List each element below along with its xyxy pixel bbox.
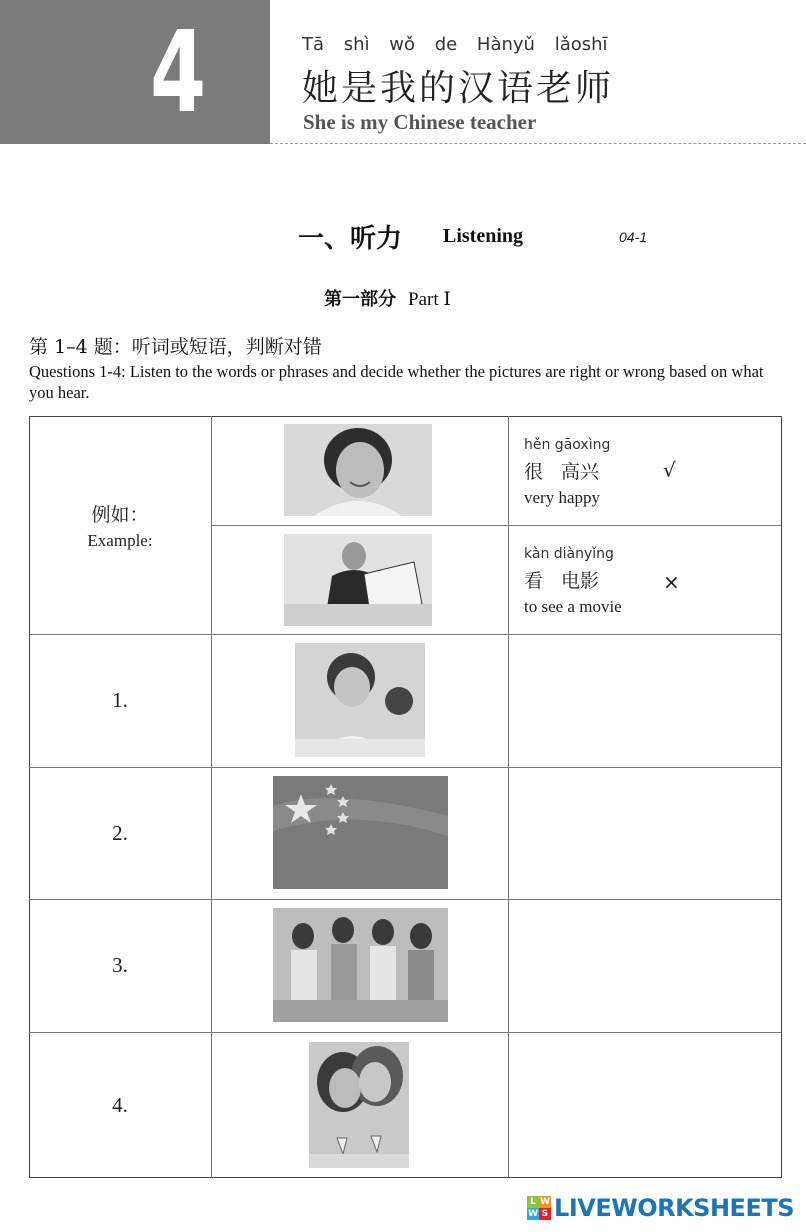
liveworksheets-logo xyxy=(527,1193,794,1223)
check-mark: √ xyxy=(663,458,676,482)
two-women-toasting-photo xyxy=(309,1042,409,1168)
example-pinyin: hěn gāoxìng xyxy=(524,437,611,453)
section-title-english: Listening xyxy=(443,225,524,247)
question-answer-cell[interactable] xyxy=(509,900,780,1031)
example-answer-2 xyxy=(524,546,764,617)
four-girls-photo xyxy=(273,908,448,1022)
chinese-flag-photo xyxy=(273,776,448,889)
liveworksheets-wordmark: LIVEWORKSHEETS xyxy=(554,1194,794,1222)
lesson-title-english: She is my Chinese teacher xyxy=(303,110,537,134)
example-label xyxy=(29,500,211,551)
example-english: very happy xyxy=(524,488,601,507)
cross-mark: × xyxy=(663,570,680,594)
lesson-title-chinese: 她是我的汉语老师 xyxy=(302,68,615,109)
question-answer-cell[interactable] xyxy=(509,768,780,898)
part-title-chinese: 第一部分 xyxy=(324,289,396,310)
part-title xyxy=(324,285,451,311)
liveworksheets-badge-icon: L W W S xyxy=(528,1197,550,1219)
question-number: 1. xyxy=(112,688,128,712)
question-number: 2. xyxy=(112,821,128,845)
table-column-divider xyxy=(211,416,212,1178)
lesson-title-pinyin: Tā shì wǒ de Hànyǔ lǎoshī xyxy=(302,34,608,55)
header-divider xyxy=(270,143,806,144)
table-row-divider xyxy=(211,525,781,526)
instructions-english: Questions 1-4: Listen to the words or phrases and decide whether the pictures are right or wrong based on what you hear. xyxy=(29,362,764,402)
man-reading-photo xyxy=(284,534,432,626)
example-hanzi: 看 电影 xyxy=(524,570,600,592)
question-number: 3. xyxy=(112,953,128,977)
listening-table xyxy=(29,416,782,1178)
question-answer-cell[interactable] xyxy=(509,635,780,766)
example-answer-1 xyxy=(524,437,764,508)
example-label-english: Example: xyxy=(87,531,153,550)
part-title-english: Part Ⅰ xyxy=(408,289,451,310)
instructions-chinese: 第 1–4 题：听词或短语，判断对错 xyxy=(29,336,322,358)
example-english: to see a movie xyxy=(524,597,622,616)
lesson-number: 4 xyxy=(150,8,207,138)
section-title-chinese: 一、听力 xyxy=(298,224,403,254)
audio-track-label: 04-1 xyxy=(619,229,648,245)
lesson-number-block xyxy=(0,0,270,144)
question-answer-cell[interactable] xyxy=(509,1033,780,1176)
smiling-girl-photo xyxy=(284,424,432,516)
question-number: 4. xyxy=(112,1093,128,1117)
students-in-class-photo xyxy=(295,643,425,757)
example-hanzi: 很 高兴 xyxy=(524,461,600,483)
example-label-chinese: 例如： xyxy=(91,504,149,526)
example-pinyin: kàn diànyǐng xyxy=(524,546,614,562)
